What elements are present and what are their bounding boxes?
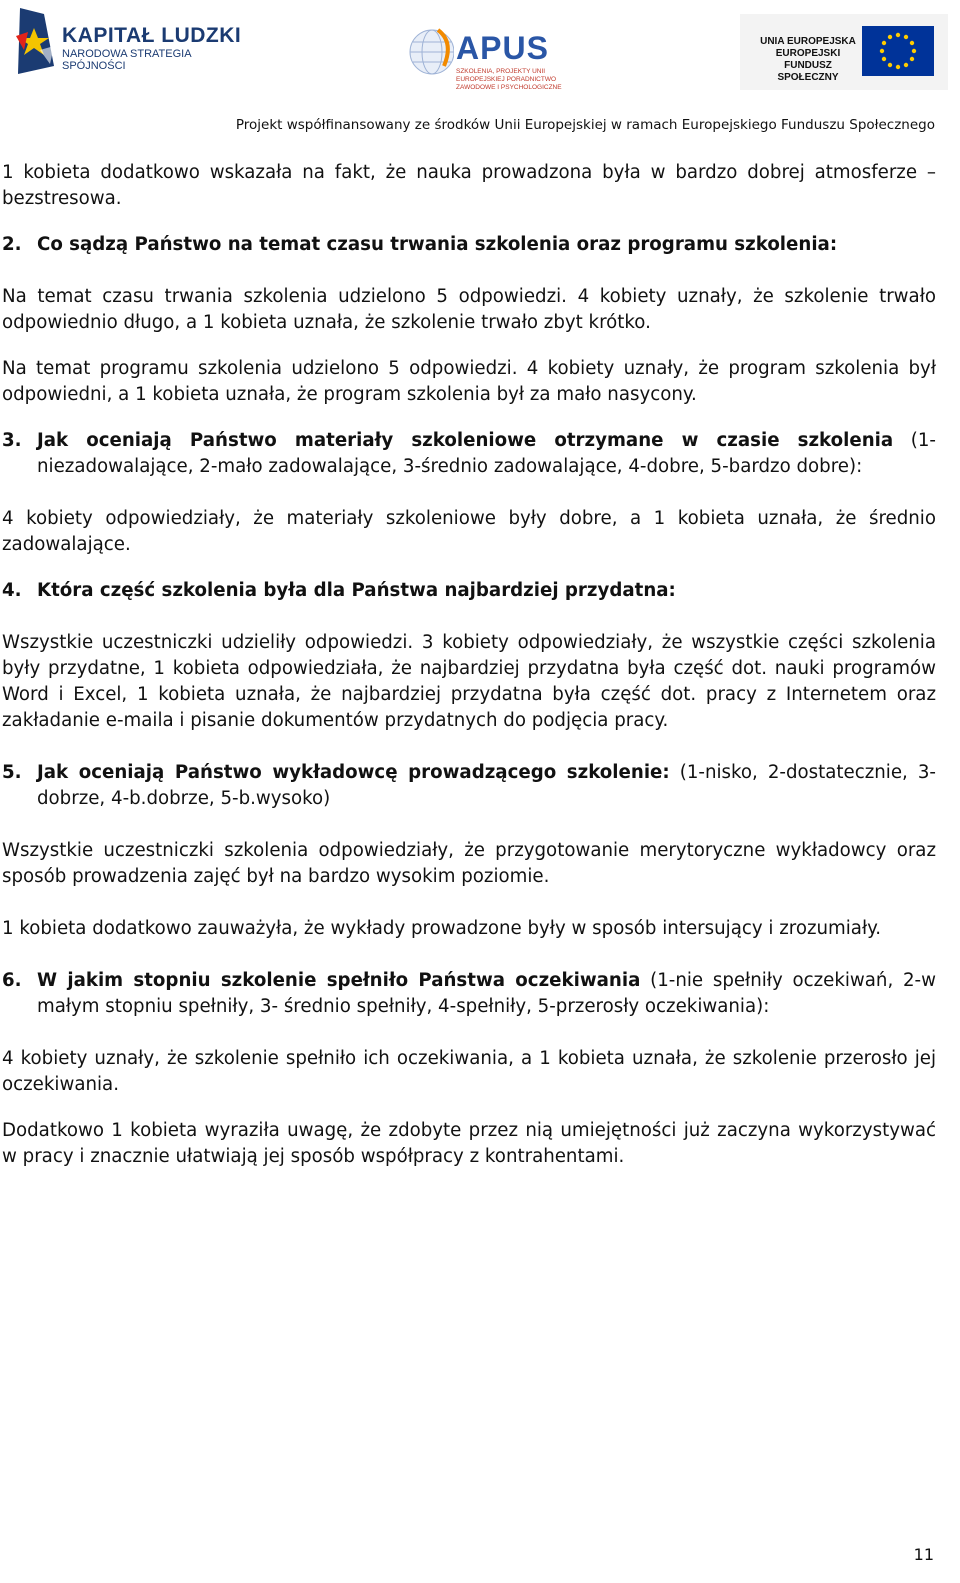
kapital-ludzki-title: KAPITAŁ LUDZKI (62, 24, 242, 47)
project-funding-line: Projekt współfinansowany ze środków Unii Europejskiej w ramach Europejskiego Funduszu Społecznego (235, 117, 935, 133)
eu-logo (740, 14, 948, 90)
paragraph: Wszystkie uczestniczki szkolenia odpowiedziały, że przygotowanie merytoryczne wykładowcy oraz sposób prowadzenia zajęć był na bardzo wysokim poziomie. (2, 840, 936, 887)
kapital-ludzki-subtitle: NARODOWA STRATEGIA SPÓJNOŚCI (62, 48, 191, 72)
paragraph: Wszystkie uczestniczki udzieliły odpowiedzi. 3 kobiety odpowiedziały, że wszystkie części szkolenia były przydatne, 1 kobieta odpowiedziała, że najbardziej przydatna była część dot. nauki programów Word i Excel, 1 kobieta uznała, że najbardziej przydatna była część dot. pracy z Internetem oraz zakładanie e-maila i pisanie dokumentów przydatnych do podjęcia pracy. (2, 632, 936, 731)
question-number: 5. (2, 762, 22, 783)
question-text: W jakim stopniu szkolenie spełniło Państwa oczekiwania (37, 970, 641, 991)
question-scale: (1-niezadowalające, 2-mało zadowalające, 3-średnio zadowalające, 4-dobre, 5-bardzo dobre): (37, 430, 936, 477)
question-heading (2, 760, 936, 812)
question-heading (2, 428, 936, 480)
globe-icon (408, 22, 454, 84)
document-body (2, 160, 936, 1170)
kapital-ludzki-star-icon (14, 6, 58, 76)
paragraph: 4 kobiety odpowiedziały, że materiały szkoleniowe były dobre, a 1 kobieta uznała, że średnio zadowalające. (2, 508, 936, 555)
kapital-ludzki-logo (14, 6, 254, 78)
paragraph: 1 kobieta dodatkowo wskazała na fakt, że nauka prowadzona była w bardzo dobrej atmosferze – bezstresowa. (2, 162, 936, 209)
apus-wordmark: APUS (456, 30, 549, 66)
paragraph: Na temat programu szkolenia udzielono 5 odpowiedzi. 4 kobiety uznały, że program szkolenia był odpowiedni, a 1 kobieta uznała, że program szkolenia był za mało nasycony. (2, 358, 936, 405)
question-number: 4. (2, 580, 22, 601)
question-number: 6. (2, 970, 22, 991)
question-number: 2. (2, 234, 22, 255)
question-heading (2, 232, 936, 258)
question-heading (2, 968, 936, 1020)
paragraph: Na temat czasu trwania szkolenia udzielono 5 odpowiedzi. 4 kobiety uznały, że szkolenie trwało odpowiednio długo, a 1 kobieta uznała, że szkolenie trwało zbyt krótko. (2, 286, 936, 333)
page-number: 11 (913, 1545, 934, 1564)
question-text: Jak oceniają Państwo wykładowcę prowadzącego szkolenie: (37, 762, 670, 783)
paragraph: 1 kobieta dodatkowo zauważyła, że wykłady prowadzone były w sposób intersujący i zrozumiały. (2, 918, 882, 939)
paragraph: Dodatkowo 1 kobieta wyraziła uwagę, że zdobyte przez nią umiejętności już zaczyna wykorzystywać w pracy i znacznie ułatwiają jej sposób współpracy z kontrahentami. (2, 1120, 936, 1167)
eu-logo-text: UNIA EUROPEJSKA EUROPEJSKI FUNDUSZ SPOŁECZNY (760, 36, 856, 83)
question-text: Jak oceniają Państwo materiały szkoleniowe otrzymane w czasie szkolenia (37, 430, 894, 451)
apus-logo (408, 22, 578, 91)
paragraph: 4 kobiety uznały, że szkolenie spełniło ich oczekiwania, a 1 kobieta uznała, że szkolenie przerosło jej oczekiwania. (2, 1048, 936, 1095)
question-text: Która część szkolenia była dla Państwa najbardziej przydatna: (37, 580, 676, 601)
question-scale: (1-nisko, 2-dostatecznie, 3-dobrze, 4-b.dobrze, 5-b.wysoko) (37, 762, 936, 809)
apus-subtitle: SZKOLENIA, PROJEKTY UNII EUROPEJSKIEJ PORADNICTWO ZAWODOWE I PSYCHOLOGICZNE (456, 68, 562, 91)
page-header (0, 0, 960, 140)
question-heading (2, 578, 936, 604)
question-number: 3. (2, 430, 22, 451)
eu-flag-icon (862, 26, 934, 76)
question-scale: (1-nie spełniły oczekiwań, 2-w małym stopniu spełniły, 3- średnio spełniły, 4-spełniły, 5-przerosły oczekiwania): (37, 970, 936, 1017)
question-text: Co sądzą Państwo na temat czasu trwania szkolenia oraz programu szkolenia: (37, 234, 838, 255)
